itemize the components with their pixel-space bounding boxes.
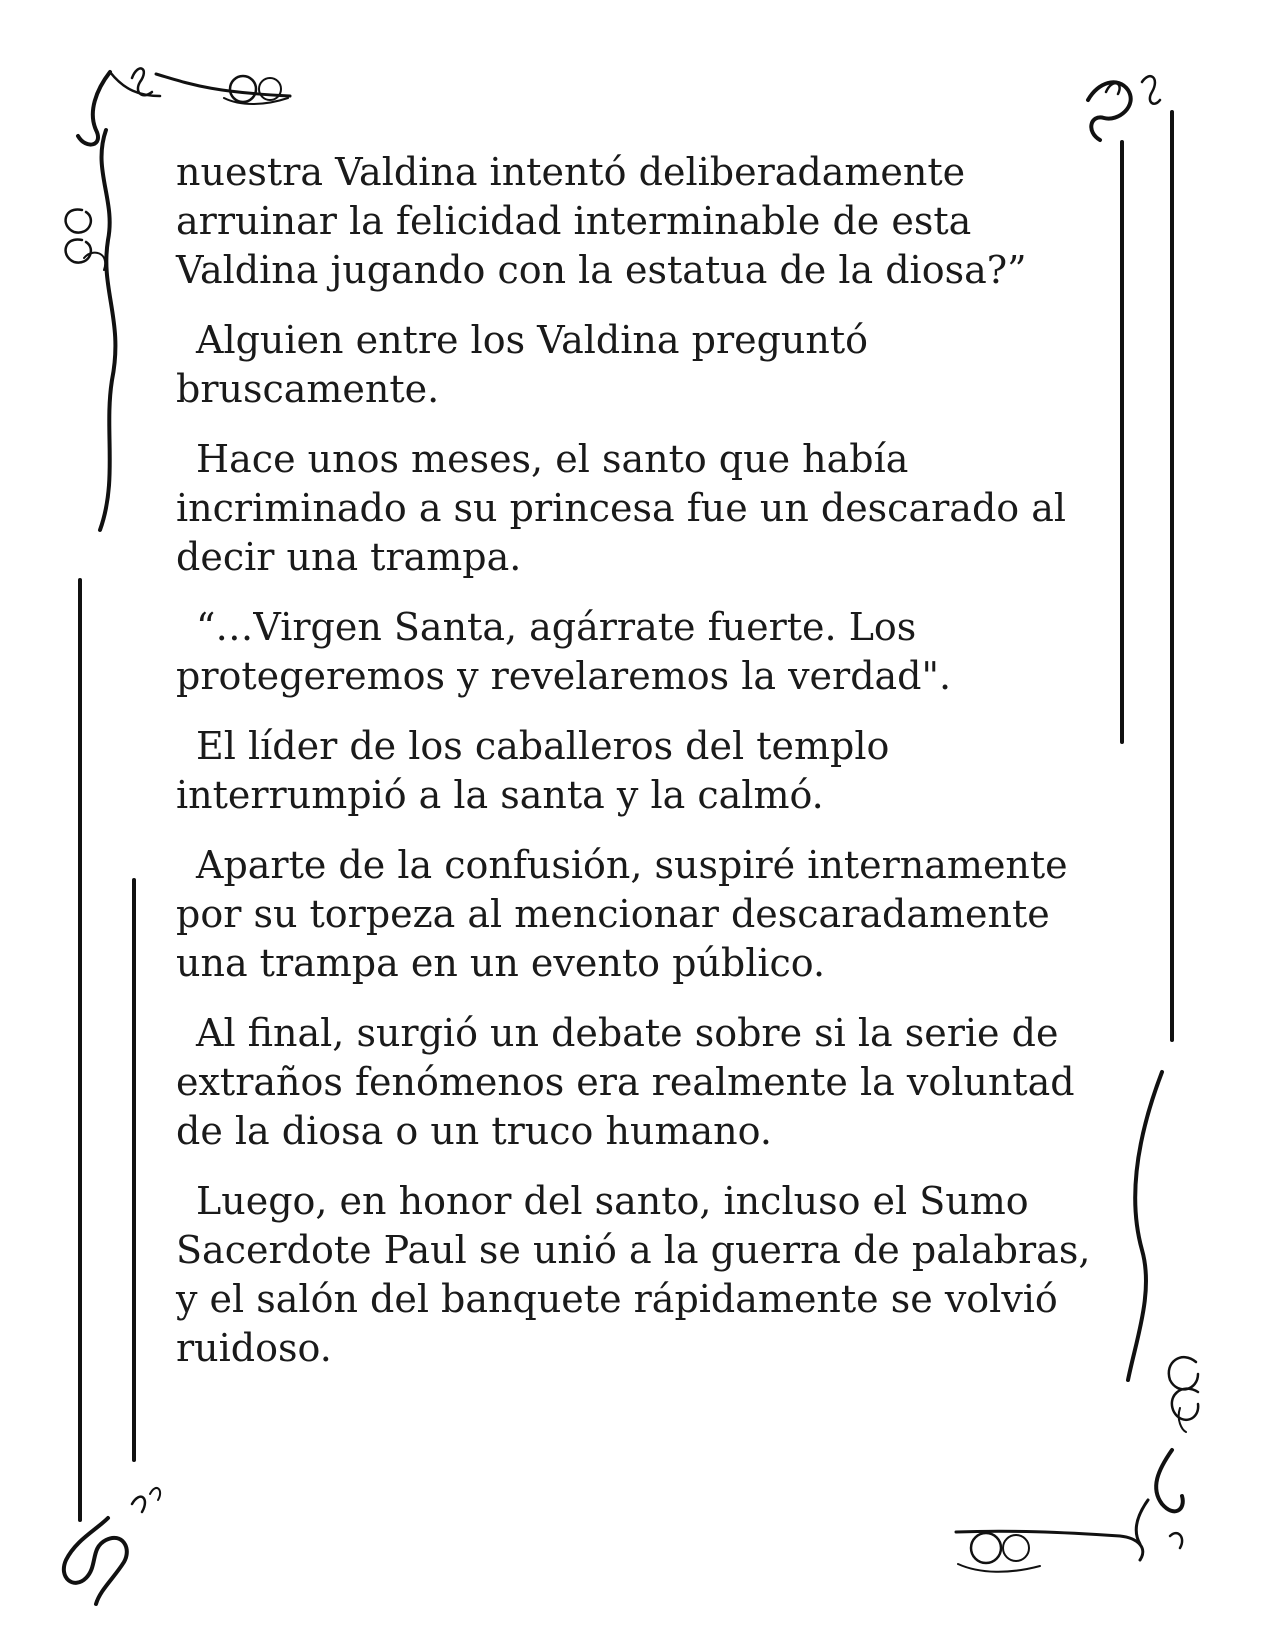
paragraph-7 (176, 1009, 1101, 1156)
paragraph-4 (176, 603, 1101, 701)
text-line: El líder de los caballeros del templo (196, 724, 890, 768)
paragraph-1 (176, 148, 1101, 295)
text-line: por su torpeza al mencionar descaradamente (176, 892, 1050, 936)
text-line: Al final, surgió un debate sobre si la serie de (196, 1011, 1059, 1055)
paragraph-5 (176, 722, 1101, 820)
text-line: extraños fenómenos era realmente la voluntad (176, 1060, 1075, 1104)
text-line: Alguien entre los Valdina preguntó (196, 318, 869, 362)
text-line: incriminado a su princesa fue un descarado al (176, 486, 1067, 530)
text-line: interrumpió a la santa y la calmó. (176, 773, 824, 817)
text-line: bruscamente. (176, 367, 440, 411)
text-line: Sacerdote Paul se unió a la guerra de palabras, (176, 1228, 1091, 1272)
text-line: una trampa en un evento público. (176, 941, 826, 985)
text-line: de la diosa o un truco humano. (176, 1109, 772, 1153)
text-line: ruidoso. (176, 1326, 332, 1370)
text-line: Aparte de la confusión, suspiré internamente (196, 843, 1068, 887)
text-line: Hace unos meses, el santo que había (196, 437, 909, 481)
text-line: y el salón del banquete rápidamente se volvió (176, 1277, 1058, 1321)
paragraph-8 (176, 1177, 1101, 1373)
paragraph-3 (176, 435, 1101, 582)
text-line: Valdina jugando con la estatua de la diosa?” (176, 248, 1027, 292)
text-line: protegeremos y revelaremos la verdad". (176, 654, 952, 698)
story-text (176, 148, 1101, 1394)
left-border-lines (80, 580, 134, 1520)
paragraph-6 (176, 841, 1101, 988)
text-line: arruinar la felicidad interminable de esta (176, 199, 972, 243)
text-line: “…Virgen Santa, agárrate fuerte. Los (196, 605, 917, 649)
text-line: decir una trampa. (176, 535, 522, 579)
text-line: nuestra Valdina intentó deliberadamente (176, 150, 966, 194)
text-line: Luego, en honor del santo, incluso el Sumo (196, 1179, 1029, 1223)
paragraph-2 (176, 316, 1101, 414)
